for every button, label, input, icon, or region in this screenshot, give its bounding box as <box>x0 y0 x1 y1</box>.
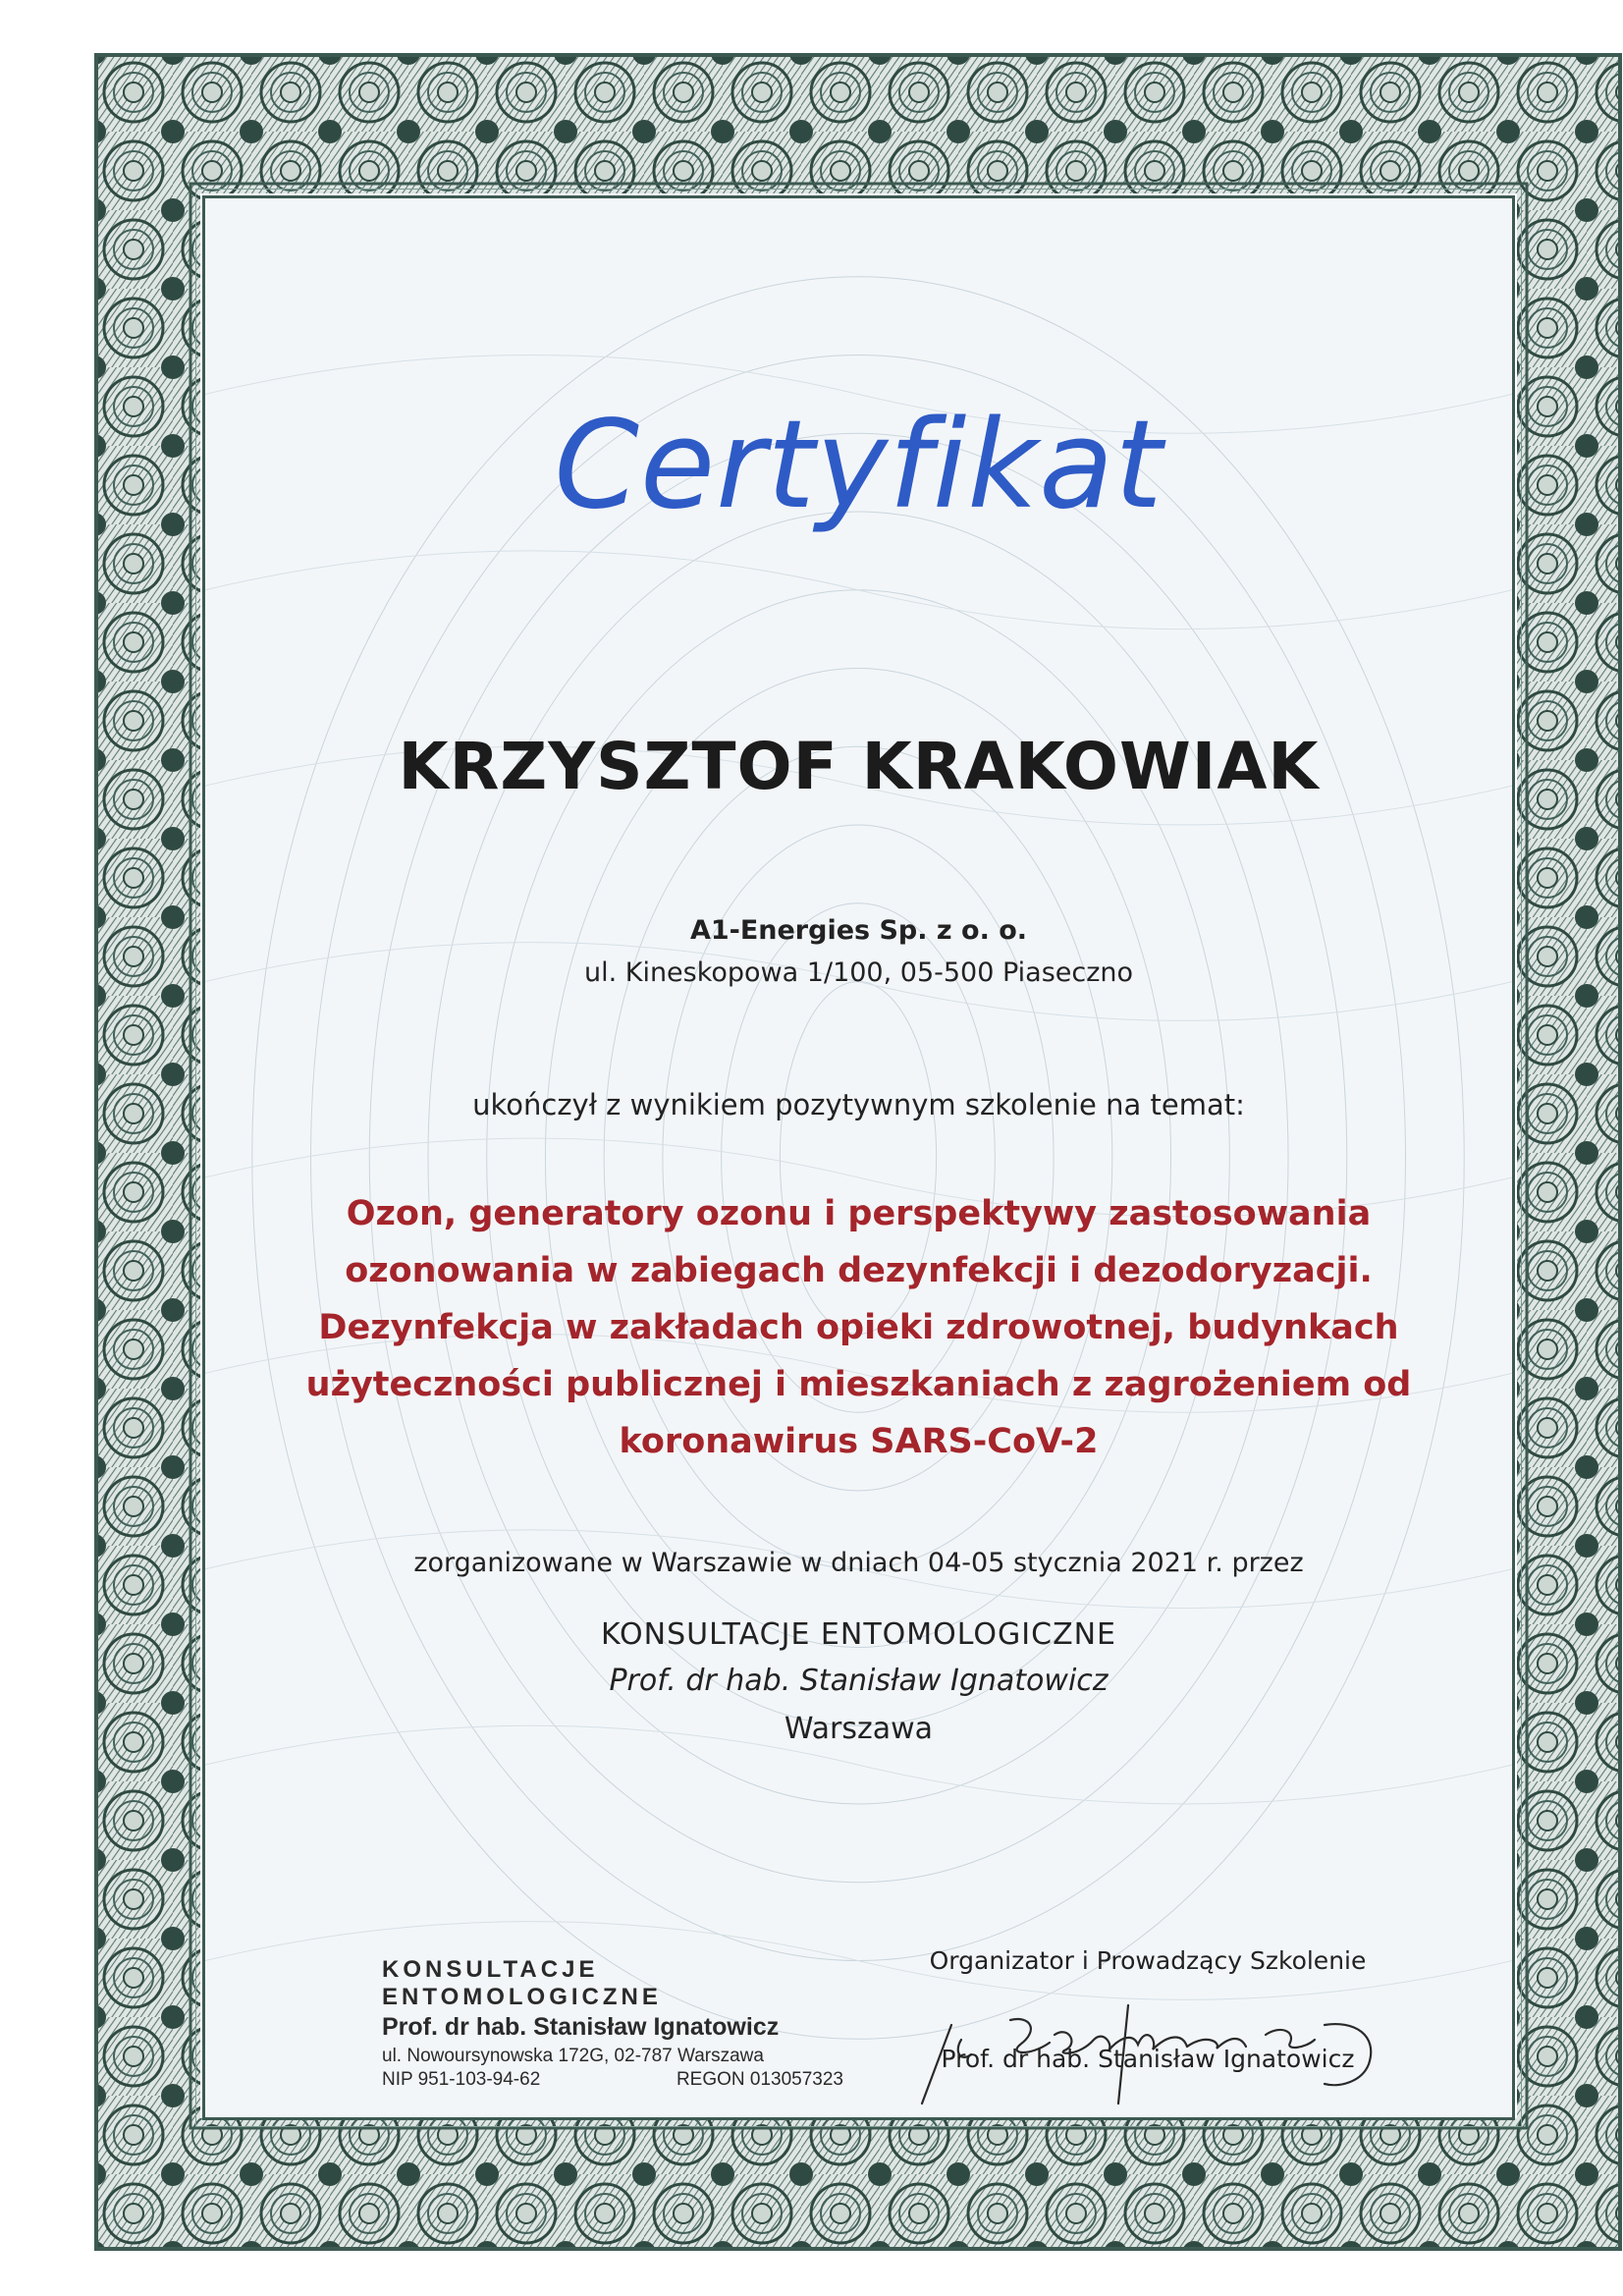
training-topic <box>205 1185 1512 1470</box>
stamp-nip: NIP 951-103-94-62 <box>382 2069 541 2090</box>
topic-line: ozonowania w zabiegach dezynfekcji i dezodoryzacji. <box>345 1251 1373 1290</box>
certificate-sheet <box>202 195 1515 2120</box>
certificate-content <box>205 198 1512 2117</box>
stamp-address: ul. Nowoursynowska 172G, 02-787 Warszawa <box>382 2046 764 2066</box>
stamp-title: KONSULTACJE ENTOMOLOGICZNE <box>382 1956 662 2010</box>
topic-line: koronawirus SARS-CoV-2 <box>619 1422 1099 1461</box>
topic-line: Dezynfekcja w zakładach opieki zdrowotnej, budynkach <box>318 1308 1399 1347</box>
company-address: ul. Kineskopowa 1/100, 05-500 Piaseczno <box>583 957 1134 988</box>
organizer-stamp <box>382 1956 853 2091</box>
organized-statement: zorganizowane w Warszawie w dniach 04-05 stycznia 2021 r. przez <box>413 1548 1304 1578</box>
organizer-name: KONSULTACJE ENTOMOLOGICZNE <box>600 1617 1117 1652</box>
recipient-name: KRZYSZTOF KRAKOWIAK <box>398 729 1320 804</box>
company-name: A1-Energies Sp. z o. o. <box>689 915 1028 946</box>
stamp-ids <box>382 2069 843 2091</box>
signature-name: Prof. dr hab. Stanisław Ignatowicz <box>941 2045 1355 2073</box>
stamp-professor: Prof. dr hab. Stanisław Ignatowicz <box>382 2013 780 2041</box>
signature-block <box>893 1946 1403 2073</box>
organizer-city: Warszawa <box>784 1712 934 1746</box>
topic-line: Ozon, generatory ozonu i perspektywy zastosowania <box>346 1194 1372 1233</box>
certificate-border <box>94 53 1622 2251</box>
signature-caption: Organizator i Prowadzący Szkolenie <box>929 1946 1367 1975</box>
topic-line: użyteczności publicznej i mieszkaniach z zagrożeniem od <box>305 1365 1412 1404</box>
stamp-regon: REGON 013057323 <box>676 2069 843 2090</box>
organizer-professor: Prof. dr hab. Stanisław Ignatowicz <box>609 1664 1109 1698</box>
certificate-title: Certyfikat <box>554 395 1163 536</box>
completion-statement: ukończył z wynikiem pozytywnym szkolenie na temat: <box>472 1088 1245 1121</box>
